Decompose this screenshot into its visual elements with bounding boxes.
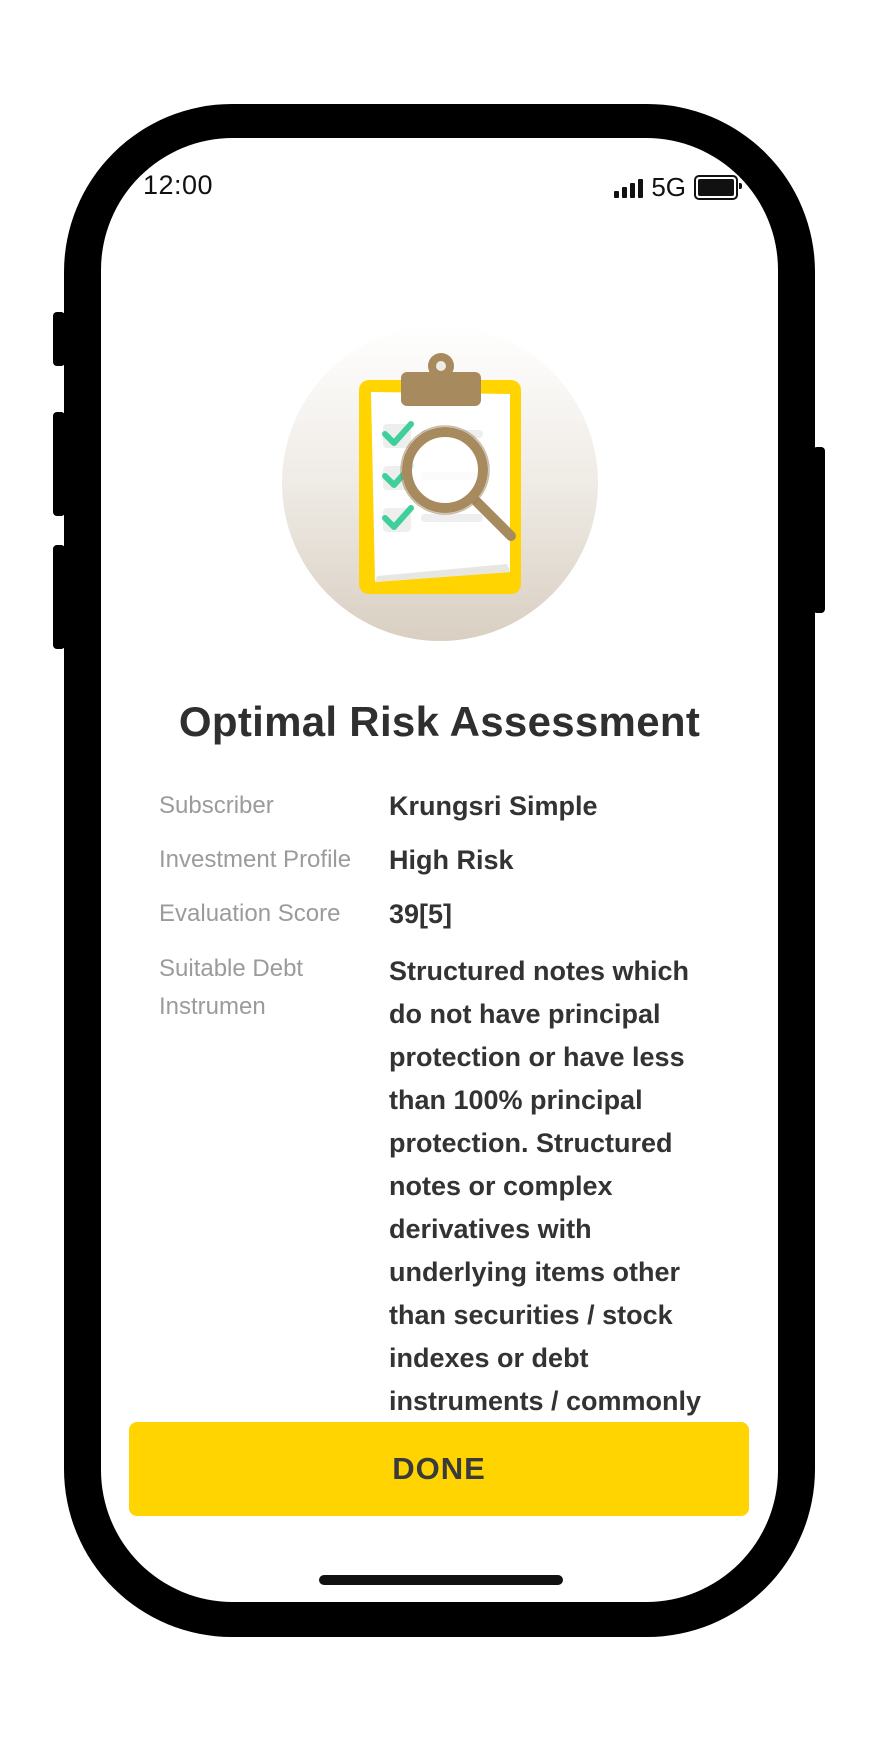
detail-label: Subscriber	[159, 792, 274, 819]
status-bar	[101, 166, 778, 206]
page-title: Optimal Risk Assessment	[178, 698, 701, 745]
detail-row-suitable-debt	[159, 950, 729, 1423]
assessment-details	[159, 788, 729, 1416]
network-type: 5G	[651, 172, 686, 202]
detail-value: Structured notes which do not have principal protection or have less than 100% principal protection. Structured notes or complex derivatives with underlying items other than securities / stock indexes or debt instruments / commonly	[389, 956, 702, 1416]
home-indicator[interactable]	[319, 1575, 563, 1585]
detail-row-evaluation-score	[159, 896, 729, 932]
power-button[interactable]	[813, 447, 825, 613]
status-time: 12:00	[143, 170, 214, 200]
clipboard-checklist-magnifier-icon	[281, 324, 599, 642]
battery-full-icon	[694, 175, 738, 200]
volume-up-button[interactable]	[53, 412, 65, 516]
detail-label: Evaluation Score	[159, 900, 341, 927]
detail-row-investment-profile	[159, 842, 729, 878]
phone-frame	[64, 104, 815, 1637]
detail-label: Investment Profile	[159, 846, 352, 873]
detail-value: 39[5]	[389, 899, 453, 929]
detail-value: Krungsri Simple	[389, 791, 598, 821]
detail-row-subscriber	[159, 788, 729, 824]
done-button[interactable]: DONE	[129, 1422, 749, 1516]
detail-value: High Risk	[389, 845, 514, 875]
detail-label: Suitable Debt Instrumen	[159, 955, 304, 1020]
action-button[interactable]	[53, 312, 65, 366]
app-screen	[101, 138, 778, 1602]
volume-down-button[interactable]	[53, 545, 65, 649]
status-indicators	[614, 172, 738, 203]
signal-icon	[614, 178, 643, 198]
